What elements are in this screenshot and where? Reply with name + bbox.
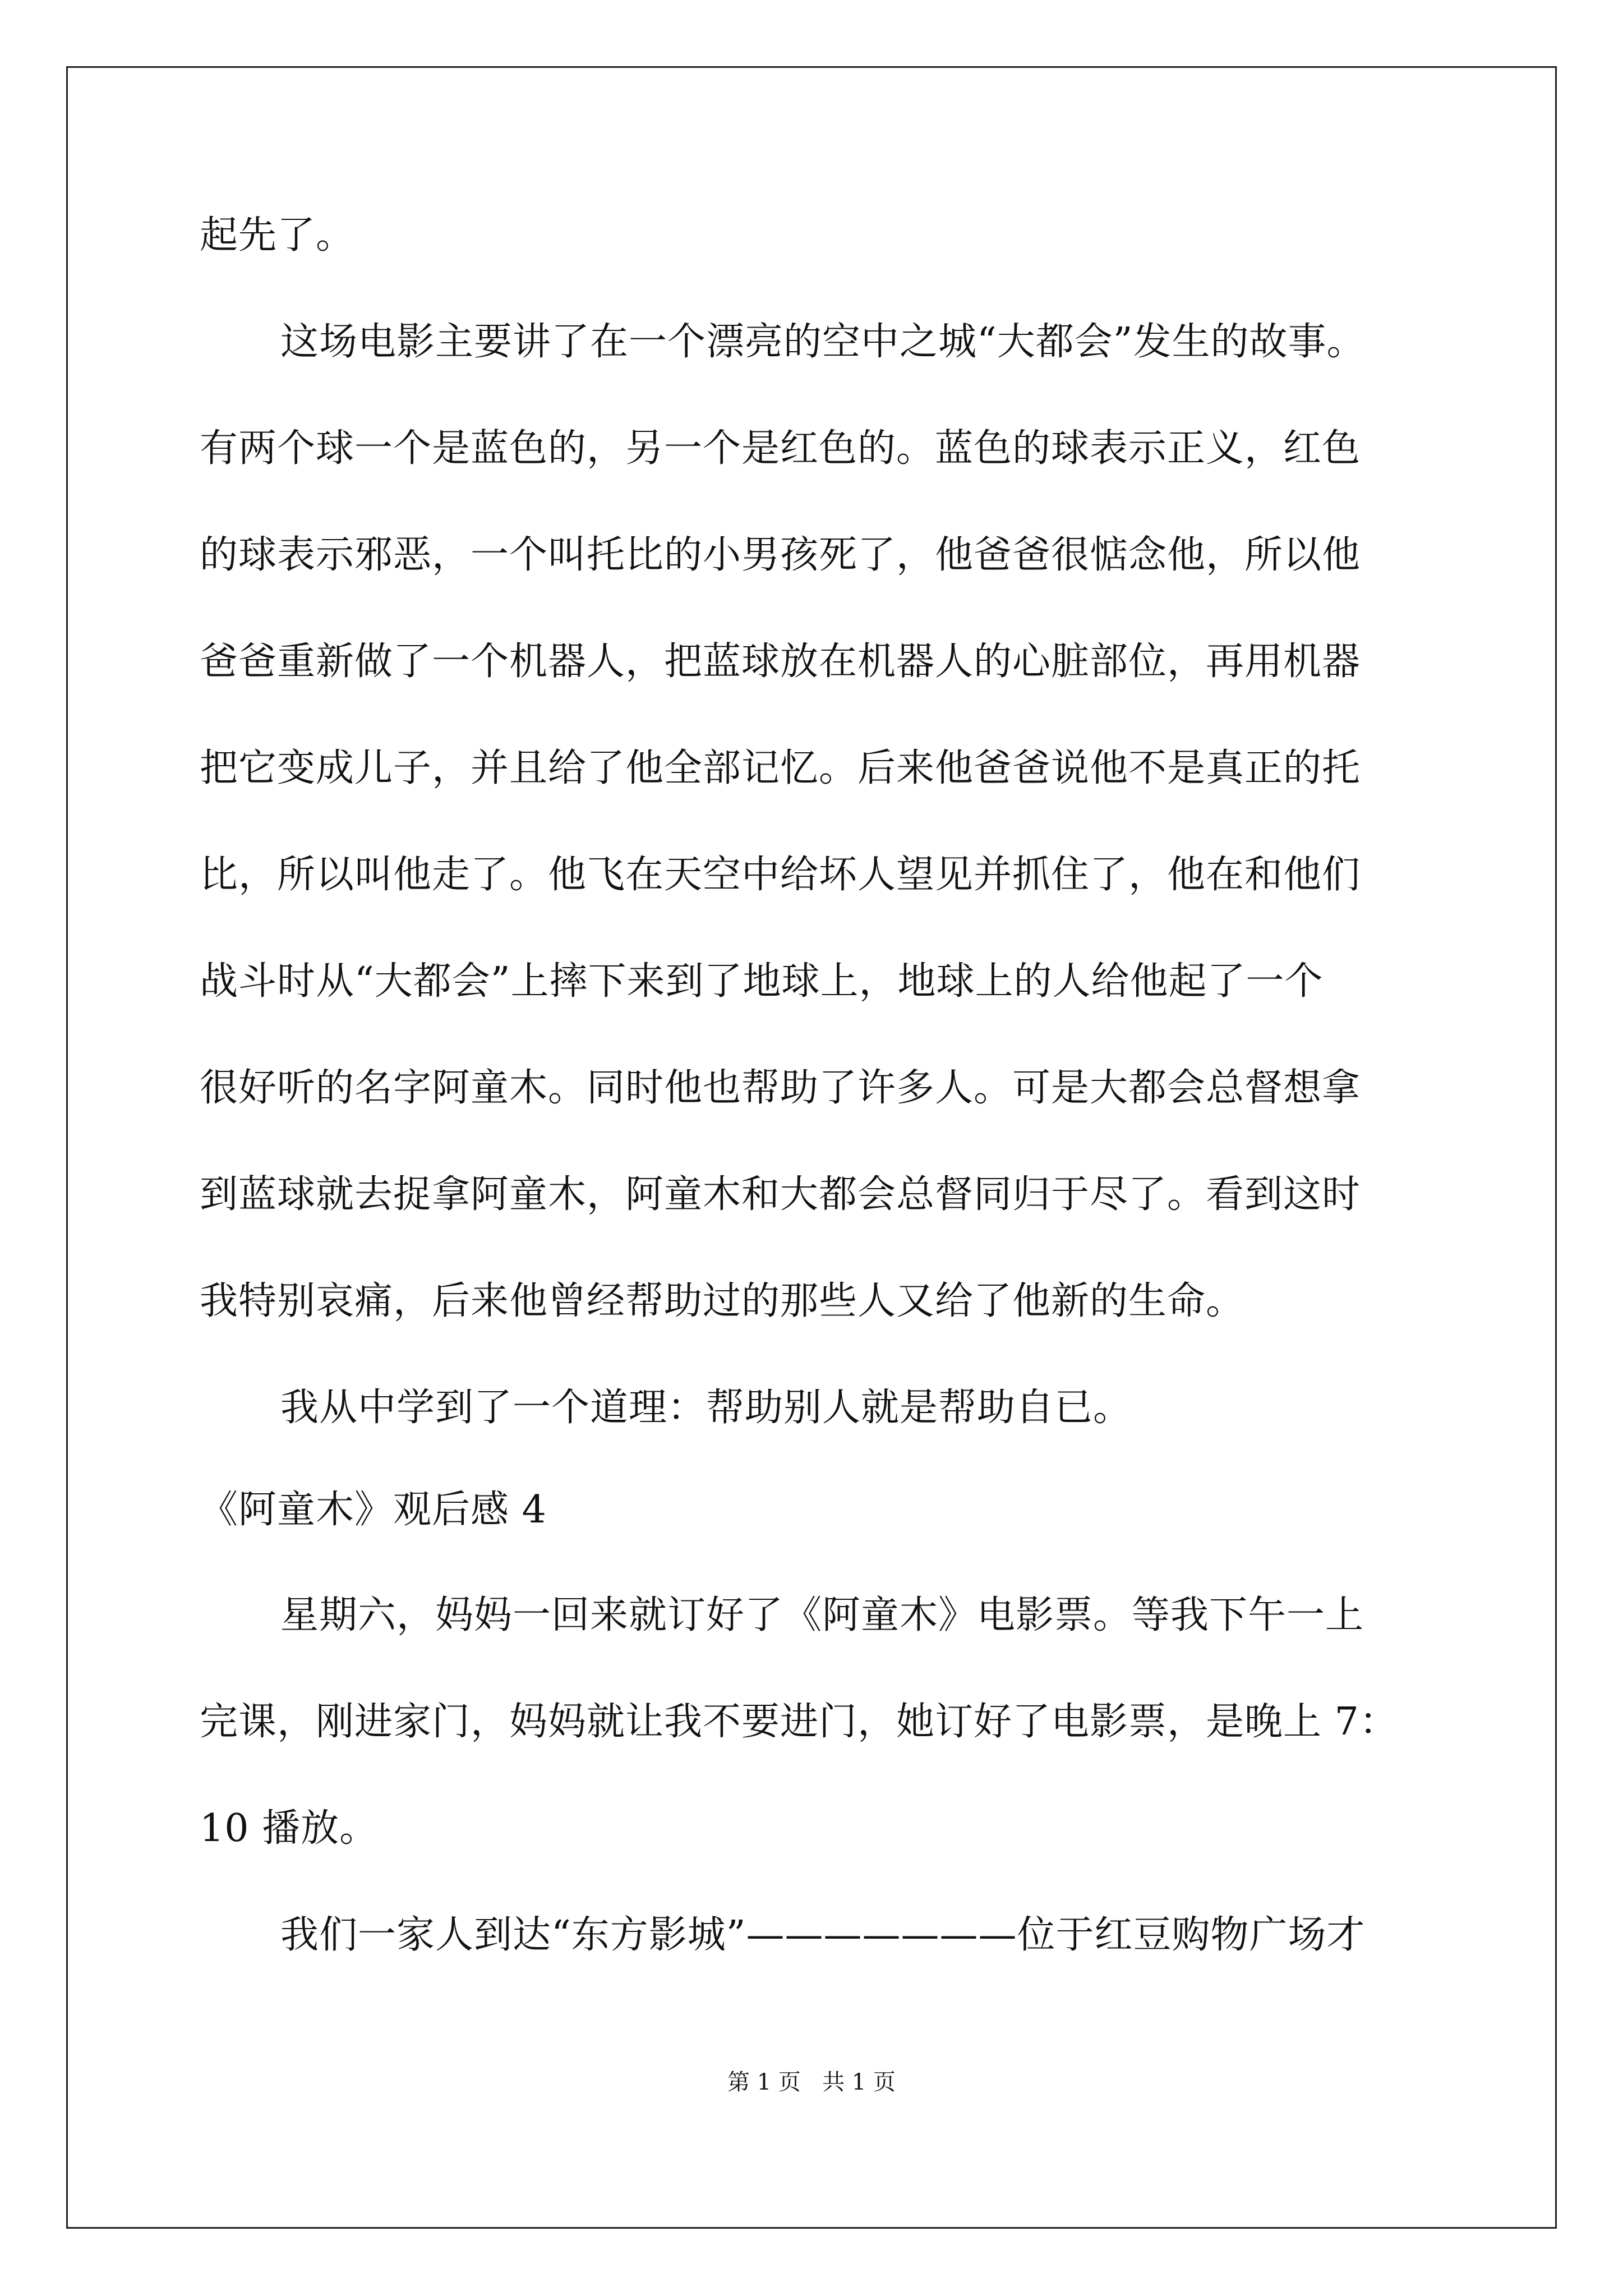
text-line: 战斗时从“大都会”上摔下来到了地球上，地球上的人给他起了一个: [200, 959, 1324, 1004]
text-line: 爸爸重新做了一个机器人，把蓝球放在机器人的心脏部位，再用机器: [200, 639, 1361, 684]
text-line: 起先了。: [200, 213, 355, 257]
text-line: 比，所以叫他走了。他飞在天空中给坏人望见并抓住了，他在和他们: [200, 853, 1361, 897]
page-border: [66, 66, 1557, 2229]
text-line: 我们一家人到达“东方影城”———————位于红豆购物广场才: [280, 1913, 1366, 1957]
text-line: 完课，刚进家门，妈妈就让我不要进门，她订好了电影票，是晚上 7：: [200, 1700, 1398, 1744]
text-line: 到蓝球就去捉拿阿童木，阿童木和大都会总督同归于尽了。看到这时: [200, 1172, 1361, 1217]
text-line: 10 播放。: [200, 1806, 379, 1851]
text-line: 的球表示邪恶，一个叫托比的小男孩死了，他爸爸很惦念他，所以他: [200, 533, 1361, 577]
text-line: 星期六，妈妈一回来就订好了《阿童木》电影票。等我下午一上: [280, 1593, 1364, 1637]
text-line: 把它变成儿子，并且给了他全部记忆。后来他爸爸说他不是真正的托: [200, 746, 1361, 790]
text-line: 我特别哀痛，后来他曾经帮助过的那些人又给了他新的生命。: [200, 1279, 1245, 1323]
text-line: 我从中学到了一个道理：帮助别人就是帮助自已。: [280, 1386, 1132, 1430]
text-line: 这场电影主要讲了在一个漂亮的空中之城“大都会”发生的故事。: [280, 320, 1366, 364]
text-line: 有两个球一个是蓝色的，另一个是红色的。蓝色的球表示正义，红色: [200, 426, 1361, 471]
text-line: 很好听的名字阿童木。同时他也帮助了许多人。可是大都会总督想拿: [200, 1066, 1361, 1110]
page-footer: 第 1 页 共 1 页: [727, 2069, 896, 2095]
section-heading: 《阿童木》观后感 4: [200, 1488, 547, 1532]
